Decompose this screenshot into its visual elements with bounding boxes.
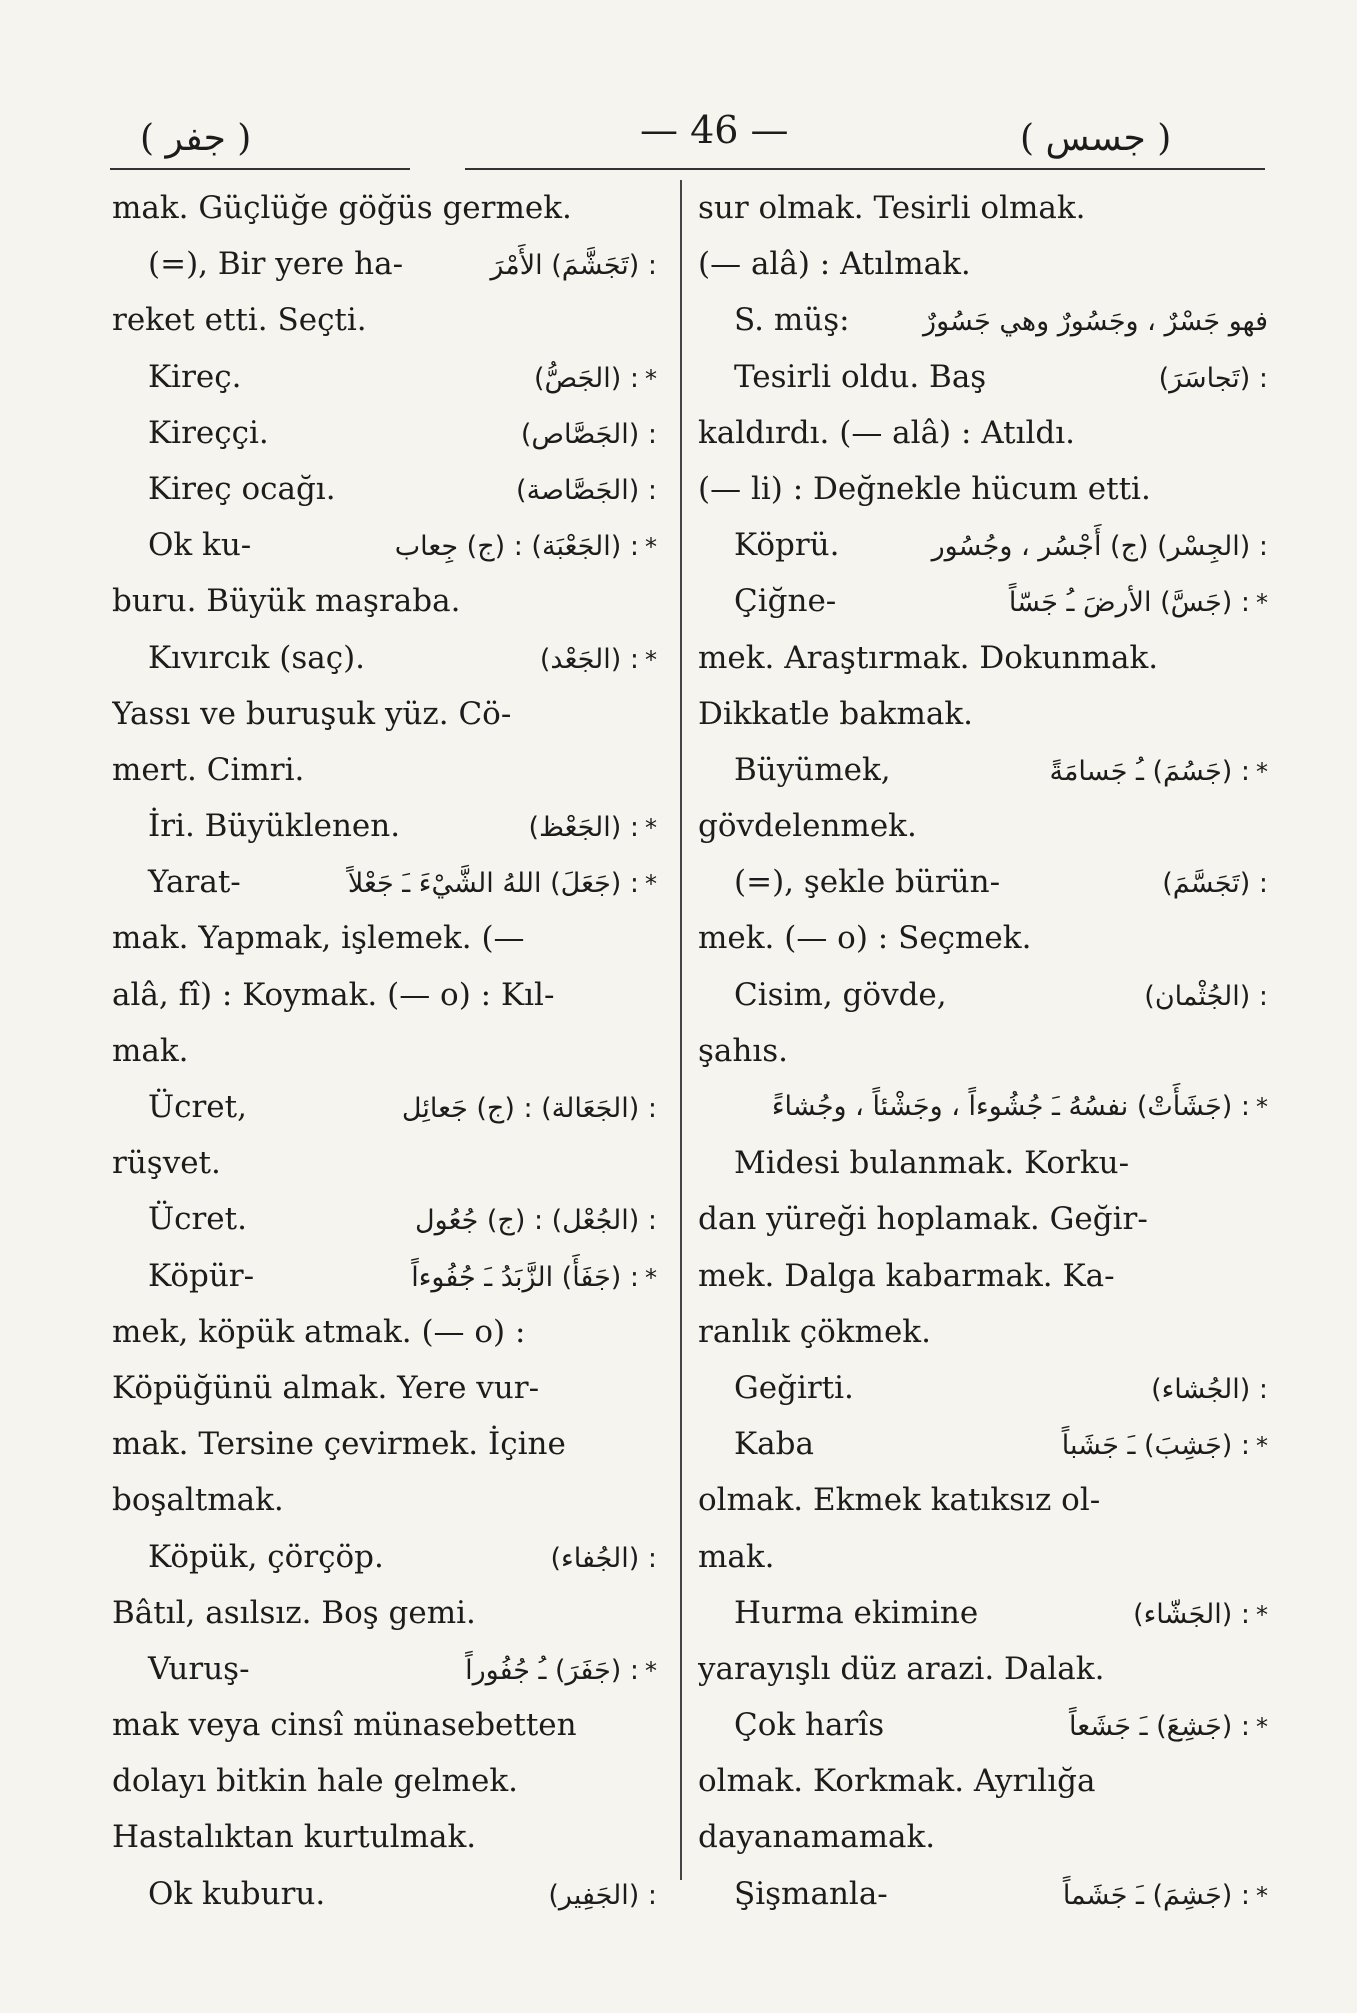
dictionary-line (112, 1753, 657, 1809)
dictionary-line (112, 742, 657, 798)
entry-text: Büyümek, (734, 751, 891, 788)
dictionary-line (698, 1135, 1268, 1191)
entry-text: Kireç. (148, 358, 242, 395)
dictionary-line (112, 1191, 657, 1247)
dictionary-line (698, 1360, 1268, 1416)
entry-text: mak veya cinsî münasebetten (112, 1707, 577, 1744)
dictionary-line (698, 1641, 1268, 1697)
dictionary-line (112, 1697, 657, 1753)
dictionary-line (698, 1809, 1268, 1865)
header-left-keyword: ( جفر ) (140, 118, 252, 159)
dictionary-line (112, 967, 657, 1023)
dictionary-line (112, 798, 657, 854)
dictionary-line (698, 1304, 1268, 1360)
dictionary-line (698, 573, 1268, 629)
entry-text: mak. Güçlüğe göğüs germek. (112, 190, 572, 226)
arabic-headword: : (جَعَلَ) اللهُ الشَّيْءَ ـَ جَعْلاً (347, 868, 639, 900)
entry-text: mak. (112, 1032, 189, 1069)
entry-text: S. müş: (734, 302, 850, 339)
entry-text: mak. Tersine çevirmek. İçine (112, 1426, 566, 1463)
entry-text: gövdelenmek. (698, 808, 917, 845)
arabic-headword: فهو جَسْرٌ ، وجَسُورٌ وهي جَسُورٌ (923, 306, 1268, 338)
entry-text: boşaltmak. (112, 1482, 284, 1519)
dictionary-line (112, 1023, 657, 1079)
entry-text: (— alâ) : Atılmak. (698, 246, 971, 283)
dictionary-line (698, 910, 1268, 966)
dictionary-line (112, 517, 657, 573)
entry-text: ranlık çökmek. (698, 1313, 931, 1350)
entry-text: Vuruş- (148, 1650, 250, 1687)
entry-text: şahıs. (698, 1032, 789, 1069)
entry-text: mek. (— o) : Seçmek. (698, 920, 1032, 957)
entry-star-icon: * (1256, 589, 1268, 618)
arabic-headword: : (تَجاسَرَ) (1158, 362, 1268, 394)
dictionary-line (698, 405, 1268, 461)
entry-text: Hastalıktan kurtulmak. (112, 1819, 477, 1856)
entry-text: Dikkatle bakmak. (698, 695, 974, 732)
dictionary-line (112, 1472, 657, 1528)
dictionary-line (112, 1360, 657, 1416)
entry-text: (=), şekle bürün- (734, 864, 1001, 901)
entry-text: mak. (698, 1538, 775, 1575)
entry-text: Ok ku- (148, 527, 252, 564)
dictionary-line (698, 1697, 1268, 1753)
page-header (110, 108, 1260, 168)
dictionary-line (698, 798, 1268, 854)
entry-text: kaldırdı. (— alâ) : Atıldı. (698, 414, 1076, 451)
arabic-headword: : (جَشَأَتْ) نفسُهُ ـَ جُشُوءاً ، وجَشْئاً ، وجُشاءً (771, 1091, 1250, 1122)
arabic-headword: : (جَفَرَ) ـُ جُفُوراً (465, 1654, 639, 1686)
entry-star-icon: * (1256, 1713, 1268, 1742)
entry-text: Çiğne- (734, 583, 837, 620)
entry-text: dolayı bitkin hale gelmek. (112, 1763, 518, 1800)
dictionary-line (698, 1248, 1268, 1304)
dictionary-line (112, 630, 657, 686)
arabic-headword: : (الجَعْبَة) : (ج) جِعاب (394, 531, 639, 563)
entry-text: Köpük, çörçöp. (148, 1538, 384, 1575)
entry-text: Kireççi. (148, 414, 269, 451)
arabic-headword: : (جَسُمَ) ـُ جَسامَةً (1049, 755, 1250, 787)
entry-text: mert. Cimri. (112, 751, 305, 788)
dictionary-line (698, 630, 1268, 686)
entry-text: dan yüreği hoplamak. Geğir- (698, 1201, 1148, 1238)
entry-star-icon: * (645, 364, 657, 393)
arabic-headword: : (جَشِعَ) ـَ جَشَعاً (1069, 1711, 1250, 1743)
dictionary-line (112, 1641, 657, 1697)
entry-text: (=), Bir yere ha- (148, 246, 404, 283)
entry-text: Kıvırcık (saç). (148, 639, 366, 676)
entry-text: alâ, fî) : Koymak. (— o) : Kıl- (112, 976, 555, 1013)
dictionary-line (112, 1304, 657, 1360)
entry-star-icon: * (1256, 1881, 1268, 1910)
entry-star-icon: * (645, 814, 657, 843)
dictionary-line (112, 1529, 657, 1585)
right-column (698, 180, 1268, 1922)
entry-text: mek, köpük atmak. (— o) : (112, 1313, 526, 1350)
entry-text: buru. Büyük maşraba. (112, 583, 461, 620)
dictionary-line (112, 1079, 657, 1135)
column-divider (680, 180, 682, 1880)
entry-text: olmak. Ekmek katıksız ol- (698, 1482, 1101, 1519)
entry-text: Kireç ocağı. (148, 470, 336, 507)
arabic-headword: : (الجِسْر) (ج) أَجْسُر ، وجُسُور (931, 531, 1268, 563)
entry-text: Çok harîs (734, 1707, 885, 1744)
arabic-headword: : (الجُثْمان) (1144, 980, 1268, 1012)
dictionary-line (698, 1529, 1268, 1585)
entry-text: Köprü. (734, 527, 840, 564)
page-number: — 46 — (640, 108, 789, 152)
header-rule-right (465, 168, 1265, 170)
entry-text: sur olmak. Tesirli olmak. (698, 190, 1086, 226)
entry-text: reket etti. Seçti. (112, 302, 367, 339)
entry-star-icon: * (1256, 757, 1268, 786)
dictionary-line (112, 1248, 657, 1304)
dictionary-line (112, 461, 657, 517)
entry-text: olmak. Korkmak. Ayrılığa (698, 1763, 1096, 1800)
dictionary-line (698, 292, 1268, 348)
dictionary-line (698, 1191, 1268, 1247)
dictionary-line (112, 1416, 657, 1472)
dictionary-line (698, 461, 1268, 517)
dictionary-line (698, 180, 1268, 236)
dictionary-line (698, 854, 1268, 910)
entry-star-icon: * (645, 870, 657, 899)
dictionary-line (112, 349, 657, 405)
arabic-headword: : (جَشِمَ) ـَ جَشَماً (1062, 1879, 1250, 1911)
arabic-headword: : (الجُفاء) (550, 1542, 657, 1574)
entry-text: Ücret, (148, 1089, 247, 1125)
entry-text: Ücret. (148, 1201, 247, 1238)
dictionary-line (698, 236, 1268, 292)
arabic-headword: : (الجَصَّاصة) (516, 474, 657, 506)
dictionary-line (698, 1079, 1268, 1135)
entry-star-icon: * (1256, 1432, 1268, 1461)
dictionary-line (698, 1472, 1268, 1528)
entry-text: Şişmanla- (734, 1875, 888, 1912)
arabic-headword: : (الجَعَالة) : (ج) جَعائِل (401, 1093, 657, 1124)
entry-text: Tesirli oldu. Baş (734, 358, 987, 395)
entry-text: Cisim, gövde, (734, 976, 947, 1013)
entry-text: yarayışlı düz arazi. Dalak. (698, 1650, 1105, 1687)
arabic-headword: : (تَجَشَّمَ) الأَمْرَ (490, 250, 657, 282)
arabic-headword: : (الجَفِير) (548, 1879, 657, 1911)
dictionary-line (698, 1753, 1268, 1809)
arabic-headword: : (الجُشاء) (1151, 1373, 1268, 1405)
dictionary-line (698, 1866, 1268, 1922)
entry-text: mek. Dalga kabarmak. Ka- (698, 1257, 1115, 1294)
arabic-headword: : (جَسَّ) الأرضَ ـُ جَسّاً (1008, 587, 1250, 619)
dictionary-line (112, 1866, 657, 1922)
dictionary-line (698, 517, 1268, 573)
dictionary-line (112, 1585, 657, 1641)
entry-text: dayanamamak. (698, 1819, 936, 1856)
dictionary-line (112, 292, 657, 348)
entry-star-icon: * (645, 533, 657, 562)
arabic-headword: : (الجَصَّاص) (520, 418, 657, 450)
entry-text: mek. Araştırmak. Dokunmak. (698, 639, 1159, 676)
dictionary-line (112, 1135, 657, 1191)
dictionary-line (698, 1585, 1268, 1641)
dictionary-line (698, 1416, 1268, 1472)
entry-text: Yassı ve buruşuk yüz. Cö- (112, 695, 512, 732)
entry-star-icon: * (1256, 1093, 1268, 1121)
entry-text: Midesi bulanmak. Korku- (734, 1145, 1130, 1182)
header-right-keyword: ( جسس ) (1020, 118, 1172, 159)
dictionary-line (698, 742, 1268, 798)
entry-text: İri. Büyüklenen. (148, 808, 401, 845)
arabic-headword: : (الجُعْل) : (ج) جُعُول (415, 1205, 657, 1237)
left-column (112, 180, 657, 1922)
entry-star-icon: * (645, 1656, 657, 1685)
entry-star-icon: * (1256, 1600, 1268, 1629)
entry-star-icon: * (645, 645, 657, 674)
dictionary-line (112, 854, 657, 910)
entry-text: mak. Yapmak, işlemek. (— (112, 920, 525, 957)
dictionary-line (112, 236, 657, 292)
entry-text: Hurma ekimine (734, 1594, 979, 1631)
arabic-headword: : (جَفَأَ) الزَّبَدُ ـَ جُفُوءاً (411, 1261, 639, 1293)
dictionary-line (698, 967, 1268, 1023)
entry-text: Ok kuburu. (148, 1875, 326, 1912)
entry-text: Bâtıl, asılsız. Boş gemi. (112, 1594, 476, 1631)
dictionary-line (698, 349, 1268, 405)
dictionary-line (112, 180, 657, 236)
arabic-headword: : (جَشِبَ) ـَ جَشَباً (1061, 1430, 1250, 1462)
entry-text: rüşvet. (112, 1145, 221, 1182)
arabic-headword: : (الجَصُّ) (534, 362, 639, 394)
arabic-headword: : (الجَشّاء) (1133, 1598, 1250, 1630)
dictionary-line (112, 573, 657, 629)
entry-star-icon: * (645, 1263, 657, 1292)
dictionary-line (112, 1809, 657, 1865)
dictionary-line (112, 910, 657, 966)
dictionary-line (698, 686, 1268, 742)
entry-text: Geğirti. (734, 1369, 854, 1406)
dictionary-line (698, 1023, 1268, 1079)
dictionary-line (112, 686, 657, 742)
arabic-headword: : (الجَعْد) (539, 643, 639, 675)
arabic-headword: : (الجَعْظ) (528, 812, 639, 844)
entry-text: Yarat- (148, 864, 241, 901)
entry-text: Köpüğünü almak. Yere vur- (112, 1369, 540, 1406)
dictionary-line (112, 405, 657, 461)
header-rule-left (110, 168, 410, 170)
entry-text: (— li) : Değnekle hücum etti. (698, 470, 1151, 507)
entry-text: Köpür- (148, 1257, 255, 1294)
arabic-headword: : (تَجَسَّمَ) (1162, 868, 1268, 900)
entry-text: Kaba (734, 1426, 814, 1463)
